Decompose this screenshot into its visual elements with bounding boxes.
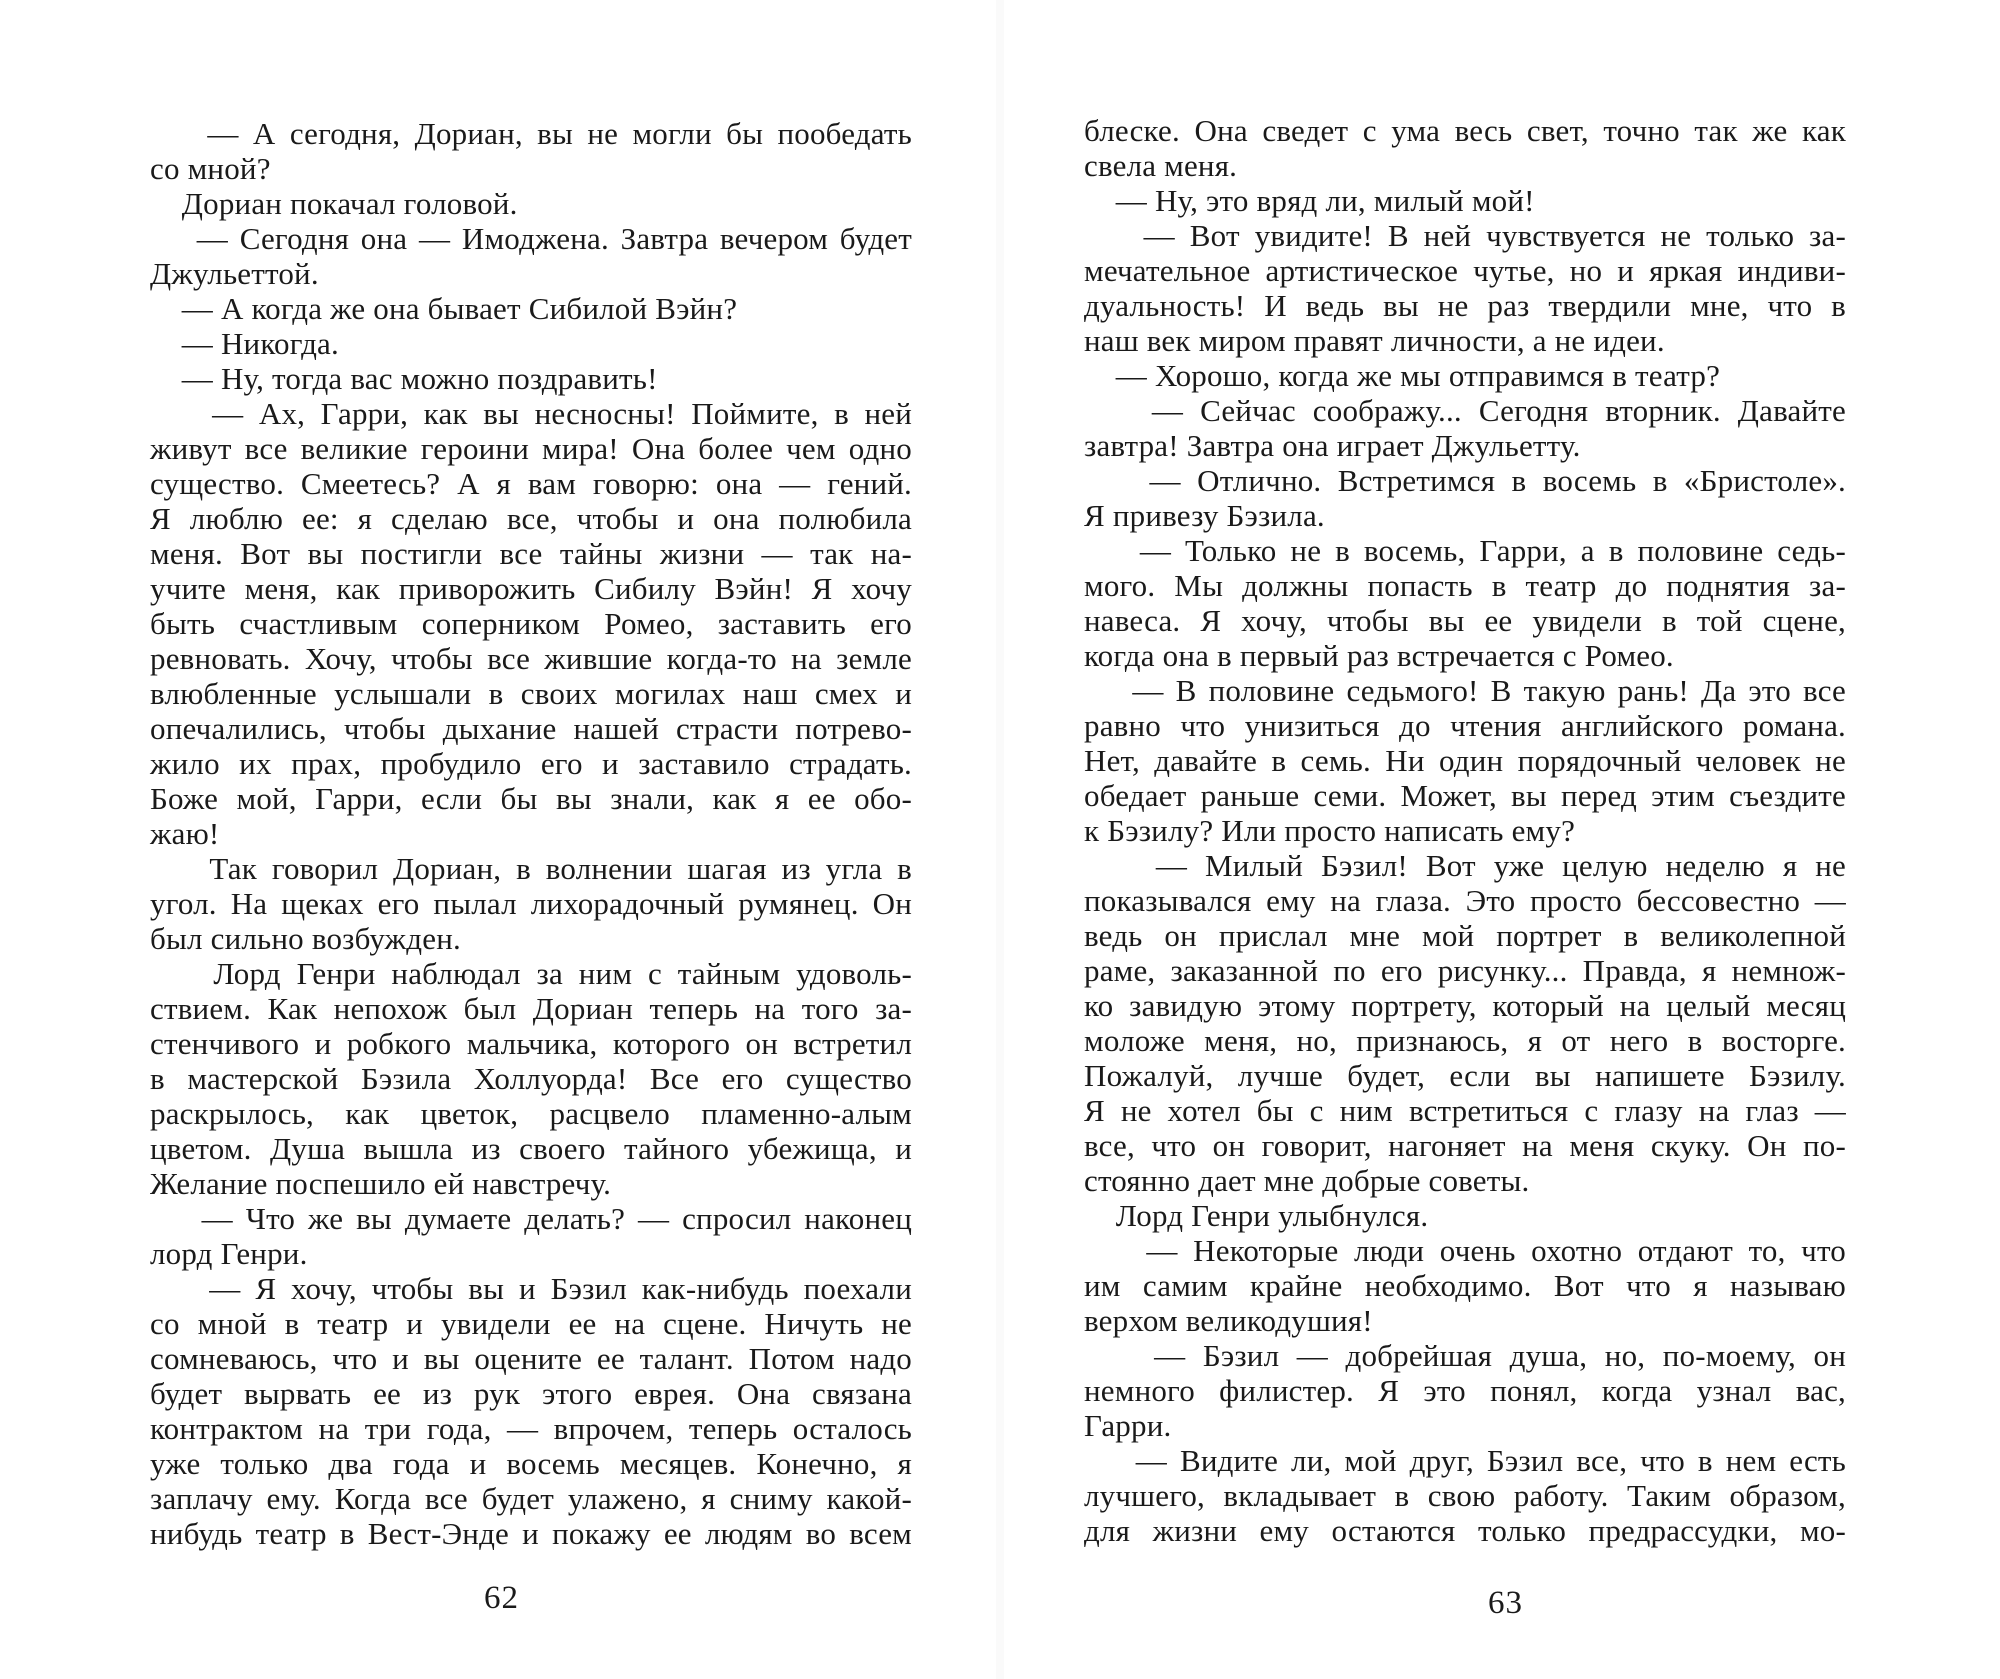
text-line: Джульеттой.	[150, 256, 319, 291]
text-line: — В половине седьмого! В такую рань! Да это все	[1084, 673, 1846, 708]
text-line: Я люблю ее: я сделаю все, чтобы и она полюбила	[150, 501, 912, 536]
text-line: — Ах, Гарри, как вы несносны! Поймите, в ней	[150, 396, 912, 431]
text-line: наш век миром правят личности, а не идеи.	[1084, 323, 1665, 358]
text-line: Так говорил Дориан, в волнении шагая из угла в	[150, 851, 912, 886]
text-line: живут все великие героини мира! Она более чем одно	[150, 431, 912, 466]
text-line: Дориан покачал головой.	[150, 186, 518, 221]
text-line: Боже мой, Гарри, если бы вы знали, как я ее обо-	[150, 781, 912, 816]
text-line: со мной в театр и увидели ее на сцене. Ничуть не	[150, 1306, 912, 1341]
text-line: Нет, давайте в семь. Ни один порядочный человек не	[1084, 743, 1846, 778]
text-line: жаю!	[150, 816, 220, 851]
text-line: — Отлично. Встретимся в восемь в «Бристоле».	[1084, 463, 1846, 498]
text-line: раме, заказанной по его рисунку... Правда, я немнож-	[1084, 953, 1846, 988]
text-line: — Я хочу, чтобы вы и Бэзил как-нибудь поехали	[150, 1271, 912, 1306]
right-page	[1000, 0, 2000, 1679]
text-line: Гарри.	[1084, 1408, 1172, 1443]
text-line: — Что же вы думаете делать? — спросил наконец	[150, 1201, 912, 1236]
text-line: им самим крайне необходимо. Вот что я называю	[1084, 1268, 1846, 1303]
text-line: — Ну, тогда вас можно поздравить!	[150, 361, 658, 396]
text-line: угол. На щеках его пылал лихорадочный румянец. Он	[150, 886, 912, 921]
text-line: Я не хотел бы с ним встретиться с глазу на глаз —	[1084, 1093, 1846, 1128]
text-line: существо. Смеетесь? А я вам говорю: она — гений.	[150, 466, 912, 501]
text-line: цветом. Душа вышла из своего тайного убежища, и	[150, 1131, 912, 1166]
text-line: мечательное артистическое чутье, но и яркая индиви-	[1084, 253, 1846, 288]
text-line: быть счастливым соперником Ромео, заставить его	[150, 606, 912, 641]
text-line: — Ну, это вряд ли, милый мой!	[1084, 183, 1535, 218]
text-line: — Никогда.	[150, 326, 339, 361]
text-line: — Милый Бэзил! Вот уже целую неделю я не	[1084, 848, 1846, 883]
text-line: Желание поспешило ей навстречу.	[150, 1166, 612, 1201]
page-number-left: 62	[484, 1580, 519, 1616]
text-line: — Сегодня она — Имоджена. Завтра вечером будет	[150, 221, 912, 256]
text-line: завтра! Завтра она играет Джульетту.	[1084, 428, 1581, 463]
text-line: показывался ему на глаза. Это просто бессовестно —	[1084, 883, 1846, 918]
text-line: ствием. Как непохож был Дориан теперь на того за-	[150, 991, 912, 1026]
text-line: сомневаюсь, что и вы оцените ее талант. Потом надо	[150, 1341, 912, 1376]
text-line: со мной?	[150, 151, 271, 186]
text-line: все, что он говорит, нагоняет на меня скуку. Он по-	[1084, 1128, 1846, 1163]
text-line: нибудь театр в Вест-Энде и покажу ее людям во всем	[150, 1516, 912, 1551]
text-line: ко завидую этому портрету, который на целый месяц	[1084, 988, 1846, 1023]
text-line: стенчивого и робкого мальчика, которого он встретил	[150, 1026, 912, 1061]
text-line: был сильно возбужден.	[150, 921, 461, 956]
text-line: для жизни ему остаются только предрассудки, мо-	[1084, 1513, 1846, 1548]
text-line: свела меня.	[1084, 148, 1238, 183]
text-line: Я привезу Бэзила.	[1084, 498, 1325, 533]
text-line: ревновать. Хочу, чтобы все жившие когда-то на земле	[150, 641, 912, 676]
right-page-text	[1084, 113, 1846, 1548]
text-line: мого. Мы должны попасть в театр до поднятия за-	[1084, 568, 1846, 603]
text-line: влюбленные услышали в своих могилах наш смех и	[150, 676, 912, 711]
text-line: — Видите ли, мой друг, Бэзил все, что в нем есть	[1084, 1443, 1846, 1478]
text-line: — Бэзил — добрейшая душа, но, по-моему, он	[1084, 1338, 1846, 1373]
text-line: опечалились, чтобы дыхание нашей страсти потрево-	[150, 711, 912, 746]
text-line: — А сегодня, Дориан, вы не могли бы пообедать	[150, 116, 912, 151]
text-line: к Бэзилу? Или просто написать ему?	[1084, 813, 1576, 848]
page-number-right: 63	[1488, 1585, 1523, 1621]
text-line: Пожалуй, лучше будет, если вы напишете Бэзилу.	[1084, 1058, 1846, 1093]
text-line: Лорд Генри улыбнулся.	[1084, 1198, 1429, 1233]
text-line: когда она в первый раз встречается с Ромео.	[1084, 638, 1674, 673]
text-line: — Хорошо, когда же мы отправимся в театр?	[1084, 358, 1721, 393]
text-line: стоянно дает мне добрые советы.	[1084, 1163, 1530, 1198]
text-line: Лорд Генри наблюдал за ним с тайным удоволь-	[150, 956, 912, 991]
text-line: заплачу ему. Когда все будет улажено, я сниму какой-	[150, 1481, 912, 1516]
text-line: моложе меня, но, признаюсь, я от него в восторге.	[1084, 1023, 1846, 1058]
left-page-text	[150, 116, 912, 1551]
text-line: — Сейчас соображу... Сегодня вторник. Давайте	[1084, 393, 1846, 428]
text-line: будет вырвать ее из рук этого еврея. Она связана	[150, 1376, 912, 1411]
text-line: раскрылось, как цветок, расцвело пламенно-алым	[150, 1096, 912, 1131]
text-line: контрактом на три года, — впрочем, теперь осталось	[150, 1411, 912, 1446]
text-line: дуальность! И ведь вы не раз твердили мне, что в	[1084, 288, 1846, 323]
text-line: учите меня, как приворожить Сибилу Вэйн! Я хочу	[150, 571, 912, 606]
text-line: уже только два года и восемь месяцев. Конечно, я	[150, 1446, 912, 1481]
text-line: равно что унизиться до чтения английского романа.	[1084, 708, 1846, 743]
text-line: в мастерской Бэзила Холлуорда! Все его существо	[150, 1061, 912, 1096]
text-line: верхом великодушия!	[1084, 1303, 1373, 1338]
text-line: немного филистер. Я это понял, когда узнал вас,	[1084, 1373, 1846, 1408]
text-line: — Некоторые люди очень охотно отдают то, что	[1084, 1233, 1846, 1268]
text-line: навеса. Я хочу, чтобы вы ее увидели в той сцене,	[1084, 603, 1846, 638]
text-line: лучшего, вкладывает в свою работу. Таким образом,	[1084, 1478, 1846, 1513]
text-line: ведь он прислал мне мой портрет в великолепной	[1084, 918, 1846, 953]
text-line: жило их прах, пробудило его и заставило страдать.	[150, 746, 912, 781]
text-line: меня. Вот вы постигли все тайны жизни — так на-	[150, 536, 912, 571]
text-line: — Вот увидите! В ней чувствуется не только за-	[1084, 218, 1846, 253]
text-line: — А когда же она бывает Сибилой Вэйн?	[150, 291, 738, 326]
text-line: блеске. Она сведет с ума весь свет, точно так же как	[1084, 113, 1846, 148]
text-line: обедает раньше семи. Может, вы перед этим съездите	[1084, 778, 1846, 813]
text-line: — Только не в восемь, Гарри, а в половине седь-	[1084, 533, 1846, 568]
text-line: лорд Генри.	[150, 1236, 308, 1271]
